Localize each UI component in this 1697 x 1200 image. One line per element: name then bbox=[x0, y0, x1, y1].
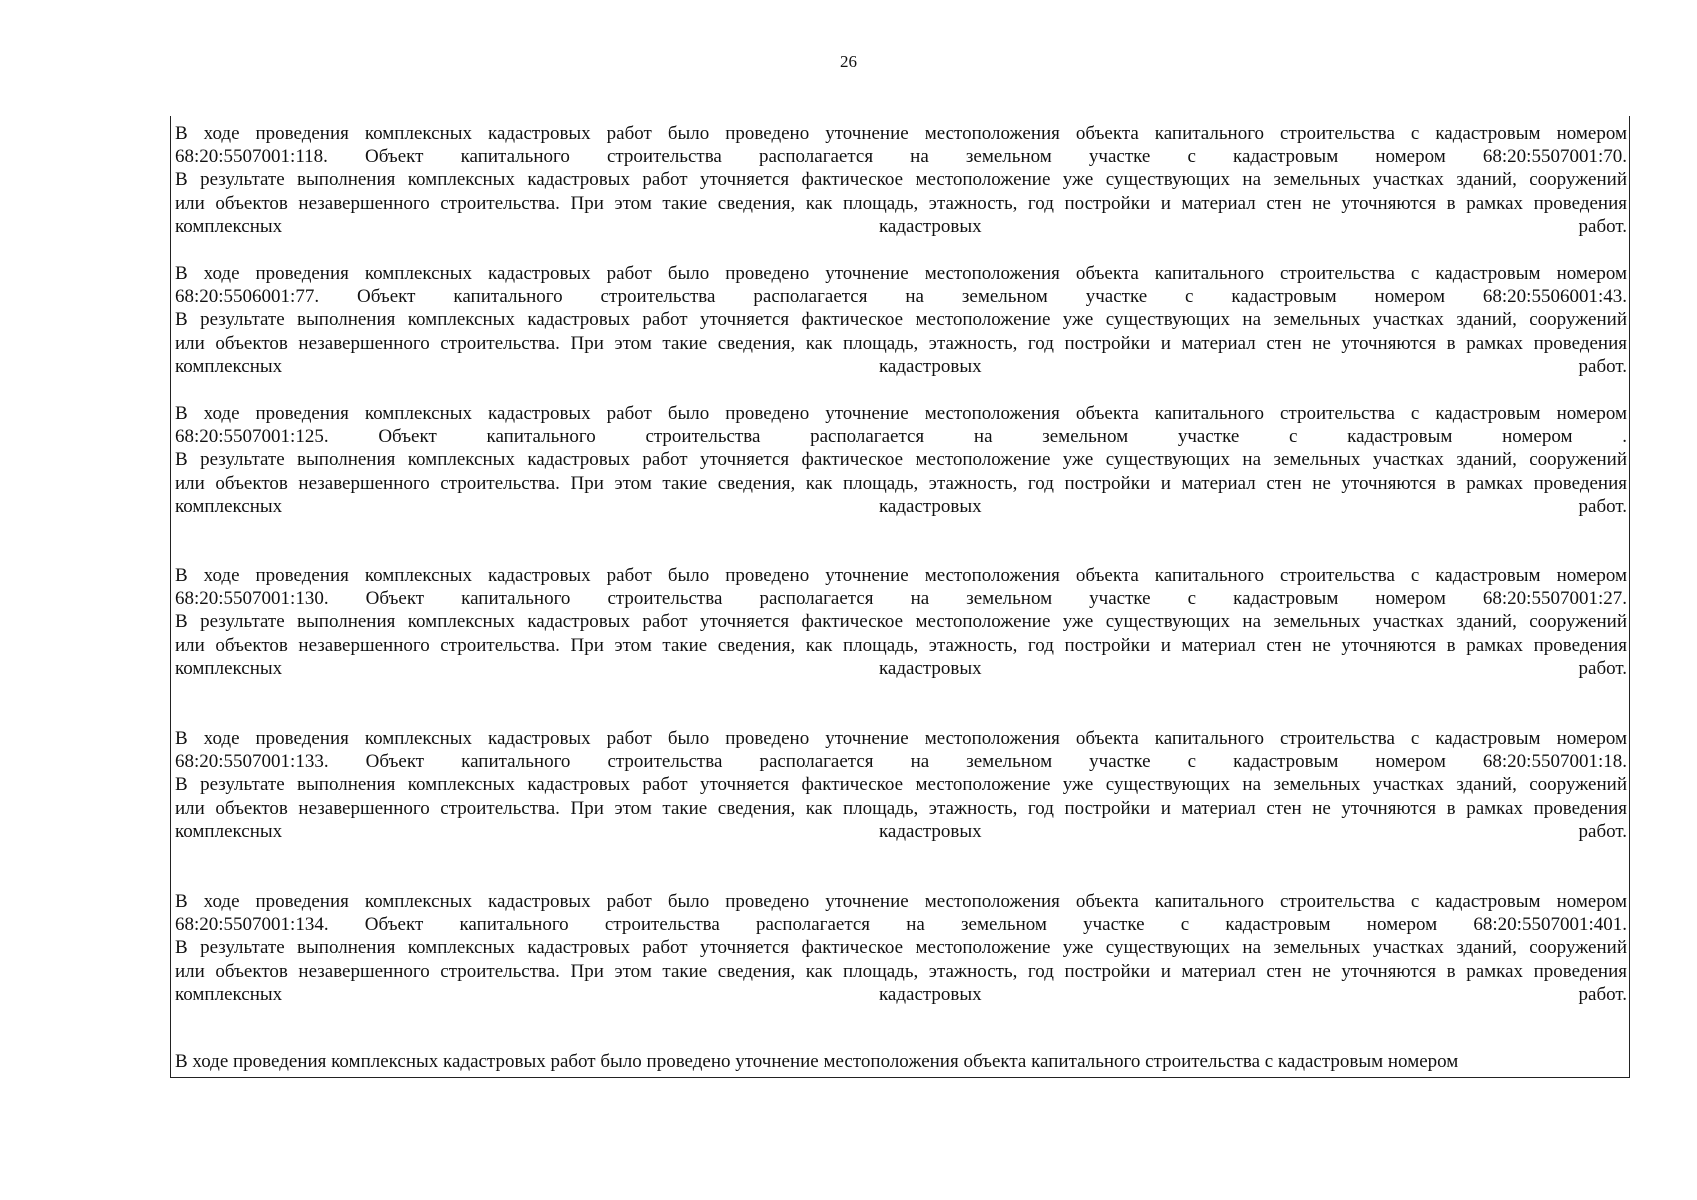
paragraph-line: комплексных кадастровых работ. bbox=[175, 983, 1627, 1005]
paragraph-4 bbox=[175, 564, 1627, 680]
paragraph-line: комплексных кадастровых работ. bbox=[175, 355, 1627, 377]
page-number: 26 bbox=[840, 52, 857, 71]
paragraph-3 bbox=[175, 402, 1627, 518]
paragraph-line: В ходе проведения комплексных кадастровых работ было проведено уточнение местоположения объекта капитального строительства с кадастровым номером bbox=[175, 565, 1627, 586]
paragraph-line: 68:20:5506001:77. Объект капитального строительства располагается на земельном участке с кадастровым номером 68:20:5506001:43. bbox=[175, 286, 1627, 308]
paragraph-line: комплексных кадастровых работ. bbox=[175, 820, 1627, 842]
paragraph-line: В ходе проведения комплексных кадастровых работ было проведено уточнение местоположения объекта капитального строительства с кадастровым номером bbox=[175, 263, 1627, 284]
paragraph-line: комплексных кадастровых работ. bbox=[175, 215, 1627, 237]
content-frame bbox=[170, 116, 1630, 1078]
paragraph-line: 68:20:5507001:133. Объект капитального строительства располагается на земельном участке с кадастровым номером 68:20:5507001:18. bbox=[175, 751, 1627, 773]
paragraph-line: или объектов незавершенного строительства. При этом такие сведения, как площадь, этажность, год постройки и материал стен не уточняются в рамках проведения bbox=[175, 960, 1627, 982]
paragraph-line: В результате выполнения комплексных кадастровых работ уточняется фактическое местоположение уже существующих на земельных участках зданий, сооружений bbox=[175, 611, 1627, 633]
paragraph-line: В ходе проведения комплексных кадастровых работ было проведено уточнение местоположения объекта капитального строительства с кадастровым номером bbox=[175, 403, 1627, 424]
paragraph-line: или объектов незавершенного строительства. При этом такие сведения, как площадь, этажность, год постройки и материал стен не уточняются в рамках проведения bbox=[175, 192, 1627, 214]
paragraph-line: 68:20:5507001:125. Объект капитального строительства располагается на земельном участке с кадастровым номером . bbox=[175, 426, 1627, 448]
paragraph-line: или объектов незавершенного строительства. При этом такие сведения, как площадь, этажность, год постройки и материал стен не уточняются в рамках проведения bbox=[175, 332, 1627, 354]
paragraph-line: 68:20:5507001:130. Объект капитального строительства располагается на земельном участке с кадастровым номером 68:20:5507001:27. bbox=[175, 588, 1627, 610]
paragraph-line: В результате выполнения комплексных кадастровых работ уточняется фактическое местоположение уже существующих на земельных участках зданий, сооружений bbox=[175, 937, 1627, 959]
paragraph-7 bbox=[175, 1050, 1627, 1073]
paragraph-2 bbox=[175, 262, 1627, 378]
paragraph-line: В результате выполнения комплексных кадастровых работ уточняется фактическое местоположение уже существующих на земельных участках зданий, сооружений bbox=[175, 169, 1627, 191]
paragraph-line: В ходе проведения комплексных кадастровых работ было проведено уточнение местоположения объекта капитального строительства с кадастровым номером bbox=[175, 1051, 1459, 1072]
paragraph-line: В результате выполнения комплексных кадастровых работ уточняется фактическое местоположение уже существующих на земельных участках зданий, сооружений bbox=[175, 774, 1627, 796]
paragraph-line: или объектов незавершенного строительства. При этом такие сведения, как площадь, этажность, год постройки и материал стен не уточняются в рамках проведения bbox=[175, 472, 1627, 494]
paragraph-line: В ходе проведения комплексных кадастровых работ было проведено уточнение местоположения объекта капитального строительства с кадастровым номером bbox=[175, 891, 1627, 912]
paragraph-1 bbox=[175, 122, 1627, 238]
paragraph-5 bbox=[175, 727, 1627, 843]
paragraph-6 bbox=[175, 890, 1627, 1006]
paragraph-line: или объектов незавершенного строительства. При этом такие сведения, как площадь, этажность, год постройки и материал стен не уточняются в рамках проведения bbox=[175, 634, 1627, 656]
paragraph-line: комплексных кадастровых работ. bbox=[175, 495, 1627, 517]
paragraph-line: В ходе проведения комплексных кадастровых работ было проведено уточнение местоположения объекта капитального строительства с кадастровым номером bbox=[175, 123, 1627, 144]
paragraph-line: комплексных кадастровых работ. bbox=[175, 657, 1627, 679]
paragraph-line: В результате выполнения комплексных кадастровых работ уточняется фактическое местоположение уже существующих на земельных участках зданий, сооружений bbox=[175, 449, 1627, 471]
paragraph-line: 68:20:5507001:134. Объект капитального строительства располагается на земельном участке с кадастровым номером 68:20:5507001:401. bbox=[175, 914, 1627, 936]
paragraph-line: В результате выполнения комплексных кадастровых работ уточняется фактическое местоположение уже существующих на земельных участках зданий, сооружений bbox=[175, 309, 1627, 331]
paragraph-line: или объектов незавершенного строительства. При этом такие сведения, как площадь, этажность, год постройки и материал стен не уточняются в рамках проведения bbox=[175, 797, 1627, 819]
paragraph-line: 68:20:5507001:118. Объект капитального строительства располагается на земельном участке с кадастровым номером 68:20:5507001:70. bbox=[175, 146, 1627, 168]
paragraph-line: В ходе проведения комплексных кадастровых работ было проведено уточнение местоположения объекта капитального строительства с кадастровым номером bbox=[175, 728, 1627, 749]
